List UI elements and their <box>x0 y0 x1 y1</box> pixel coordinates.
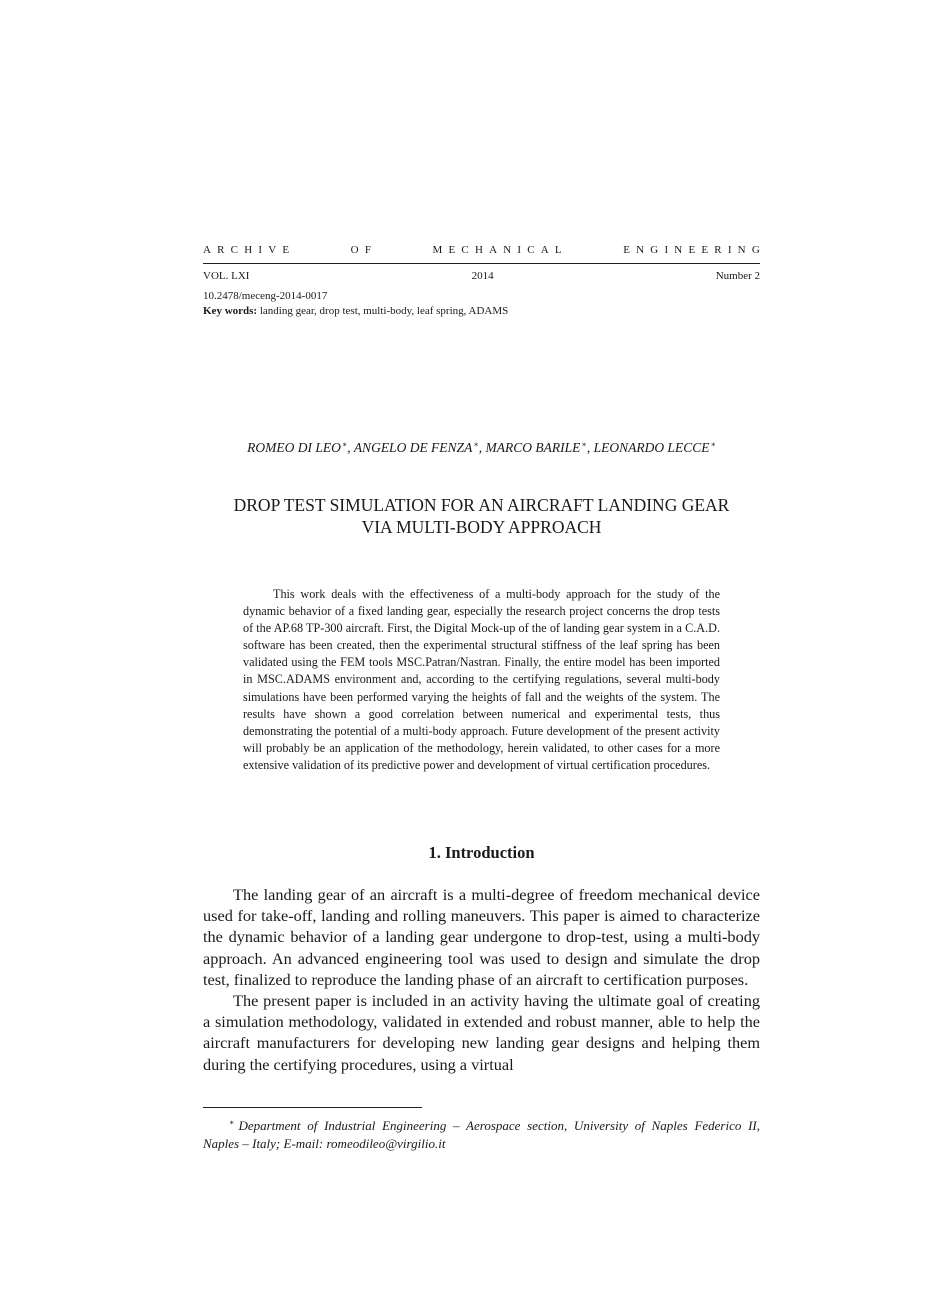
author-mark: ∗ <box>710 440 716 449</box>
keywords-text: landing gear, drop test, multi-body, leaf spring, ADAMS <box>259 305 509 317</box>
footnote-text: Department of Industrial Engineering – Aerospace section, University of Naples Federico II, Naples – Italy; E-mail: romeodileo@virgilio.it <box>203 1118 760 1151</box>
journal-header-word: ENGINEERING <box>623 244 766 256</box>
header-divider <box>203 263 760 264</box>
volume-row <box>203 269 760 283</box>
keywords-line <box>203 304 508 318</box>
author-name: MARCO BARILE <box>485 440 581 455</box>
footnote-mark: ∗ <box>229 1118 235 1127</box>
author-name: LEONARDO LECCE <box>593 440 710 455</box>
keywords-label: Key words: <box>203 305 258 317</box>
issue-number: Number 2 <box>715 270 760 282</box>
author-name: ROMEO DI LEO <box>247 440 341 455</box>
section-heading: 1. Introduction <box>428 843 535 862</box>
journal-header <box>203 243 766 257</box>
year-label: 2014 <box>471 270 494 282</box>
journal-header-word: MECHANICAL <box>432 244 568 256</box>
paragraph: The landing gear of an aircraft is a multi-degree of freedom mechanical device used for take-off, landing and rolling maneuvers. This paper is aimed to characterize the dynamic behavior of a landing gear undergone to drop-test, using a multi-body approach. An advanced engineering tool was used to design and simulate the drop test, finalized to reproduce the landing phase of an aircraft to certification purposes. <box>203 885 760 989</box>
author-mark: ∗ <box>473 440 479 449</box>
title-line: VIA MULTI-BODY APPROACH <box>361 517 602 537</box>
author-mark: ∗ <box>581 440 587 449</box>
doi: 10.2478/meceng-2014-0017 <box>203 290 328 302</box>
title-line: DROP TEST SIMULATION FOR AN AIRCRAFT LANDING GEAR <box>233 495 730 515</box>
author-name: ANGELO DE FENZA <box>353 440 473 455</box>
journal-header-word: ARCHIVE <box>203 244 296 256</box>
abstract: This work deals with the effectiveness of a multi-body approach for the study of the dynamic behavior of a fixed landing gear, especially the research project concerns the drop tests of the AP.68 TP-300 aircraft. First, the Digital Mock-up of the of landing gear system in a C.A.D. software has been created, then the experimental structural stiffness of the leaf spring has been validated using the FEM tools MSC.Patran/Nastran. Finally, the entire model has been imported in MSC.ADAMS environment and, according to the certifying regulations, several multi-body simulations have been performed varying the heights of fall and the weights of the system. The results have shown a good correlation between numerical and experimental tests, thus demonstrating the potential of a multi-body approach. Future development of the present activity will probably be an application of the methodology, herein validated, to other cases for a more extensive validation of its predictive power and development of virtual certification procedures. <box>243 587 720 772</box>
footnote <box>203 1114 760 1153</box>
journal-header-word: OF <box>350 244 378 256</box>
volume-label: VOL. LXI <box>203 270 250 282</box>
body-text <box>203 884 760 1075</box>
paragraph: The present paper is included in an activity having the ultimate goal of creating a simulation methodology, validated in extended and robust manner, able to help the aircraft manufacturers for developing new landing gear designs and helping them during the certifying procedures, using a virtual <box>203 991 760 1074</box>
authors: ROMEO DI LEO∗, ANGELO DE FENZA∗, MARCO BARILE∗, LEONARDO LECCE∗ <box>247 440 716 455</box>
footnote-divider <box>203 1107 422 1108</box>
paper-title <box>203 494 760 538</box>
author-mark: ∗ <box>341 440 348 449</box>
